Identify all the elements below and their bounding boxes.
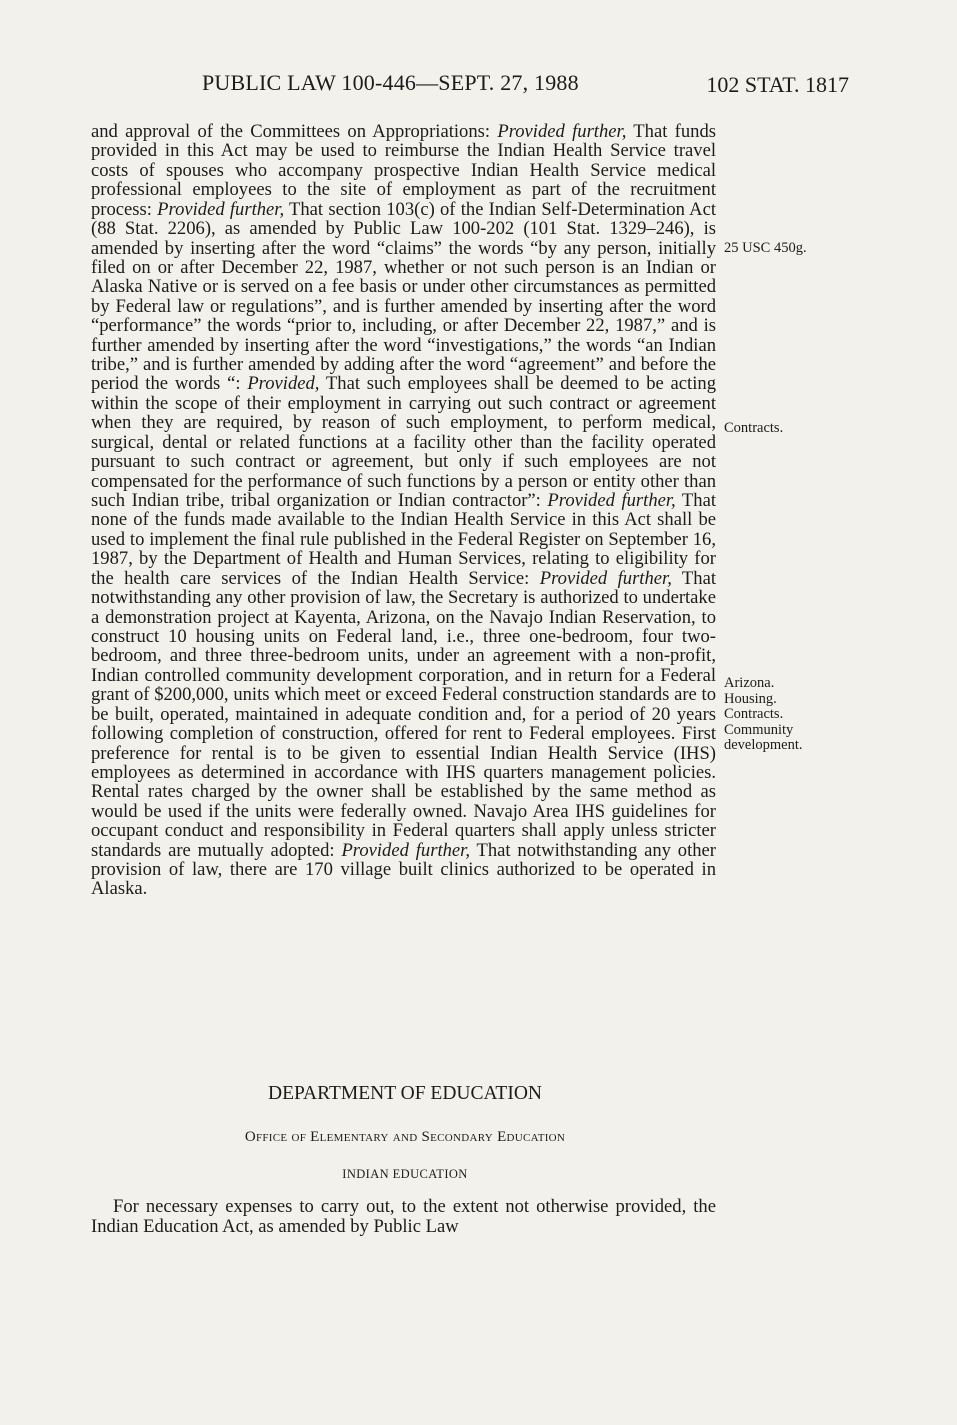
section-paragraph: For necessary expenses to carry out, to the extent not otherwise provided, the Indian Education Act, as amended by Public Law (91, 1196, 716, 1237)
margin-note-arizona: Arizona. Housing. Contracts. Community development. (724, 675, 803, 753)
subheading: INDIAN EDUCATION (342, 1167, 468, 1181)
margin-note-contracts: Contracts. (724, 420, 784, 436)
proviso-italic: Provided further, (157, 198, 285, 220)
office-heading: Office of Elementary and Secondary Education (244, 1129, 566, 1145)
text-run: That such employees shall be deemed to be acting within the scope of their employment in carrying out such contract or agreement when they are required, by reason of such employment, to perform medical, surgical, dental or related functions at a facility other than the facility operated pursuant to such contract or agreement, but only if such employees are not compensated for the performance of such functions by a person or entity other than such Indian tribe, tribal organization or Indian contractor”: (91, 373, 716, 512)
body-paragraph (91, 122, 716, 899)
text-run: and approval of the Committees on Appropriations: (91, 121, 498, 142)
margin-note-usc: 25 USC 450g. (724, 240, 807, 256)
text-run: That notwithstanding any other provision of law, the Secretary is authorized to undertake a demonstration project at Kayenta, Arizona, on the Navajo Indian Reservation, to construct 10 housing units on Federal land, i.e., three one-bedroom, four two-bedroom, and three three-bedroom units, under an agreement with a non-profit, Indian controlled community development corporation, and in return for a Federal grant of $200,000, units which meet or exceed Federal construction standards are to be built, operated, maintained in adequate condition and, for a period of 20 years following completion of construction, offered for rent to Federal employees. First preference for rental is to be given to essential Indian Health Service (IHS) employees as determined in accordance with IHS quarters management policies. Rental rates charged by the owner shall be established by the same method as would be used if the units were federally owned. Navajo Area IHS guidelines for occupant conduct and responsibility in Federal quarters shall apply unless stricter standards are mutually adopted: (91, 567, 716, 861)
proviso-italic: Provided further, (341, 839, 470, 861)
running-header-title: PUBLIC LAW 100-446—SEPT. 27, 1988 (202, 70, 579, 95)
department-heading: DEPARTMENT OF EDUCATION (267, 1083, 543, 1104)
text-run: That notwithstanding any other provision of law, there are 170 village built clinics authorized to be operated in Alaska. (91, 839, 716, 900)
proviso-italic: Provided further, (547, 490, 676, 512)
section-body-text (91, 1197, 716, 1237)
running-header-page-number: 102 STAT. 1817 (706, 72, 849, 97)
text-run: That none of the funds made available to the Indian Health Service in this Act shall be used to implement the final rule published in the Federal Register on September 16, 1987, by the Department of Health and Human Services, relating to eligibility for the health care services of the Indian Health Service: (91, 490, 716, 589)
main-body-text (91, 122, 716, 899)
proviso-italic: Provided further, (497, 121, 627, 142)
text-run: That funds provided in this Act may be used to reimburse the Indian Health Service travel costs of spouses who accompany prospective Indian Health Service medical professional employees to the site of employment as part of the recruitment process: (91, 121, 716, 220)
proviso-italic: Provided further, (539, 567, 672, 589)
proviso-italic: Provided, (247, 373, 320, 395)
text-run: That section 103(c) of the Indian Self-Determination Act (88 Stat. 2206), as amended by Public Law 100-202 (101 Stat. 1329–246), is amended by inserting after the word “claims” the words “by any person, initially filed on or after December 22, 1987, whether or not such person is an Indian or Alaska Native or is served on a fee basis or under other circumstances as permitted by Federal law or regulations”, and is further amended by inserting after the word “performance” the words “prior to, including, or after December 22, 1987,” and is further amended by inserting after the word “investigations,” the words “an Indian tribe,” and is further amended by adding after the word “agreement” and before the period the words “: (91, 198, 717, 395)
